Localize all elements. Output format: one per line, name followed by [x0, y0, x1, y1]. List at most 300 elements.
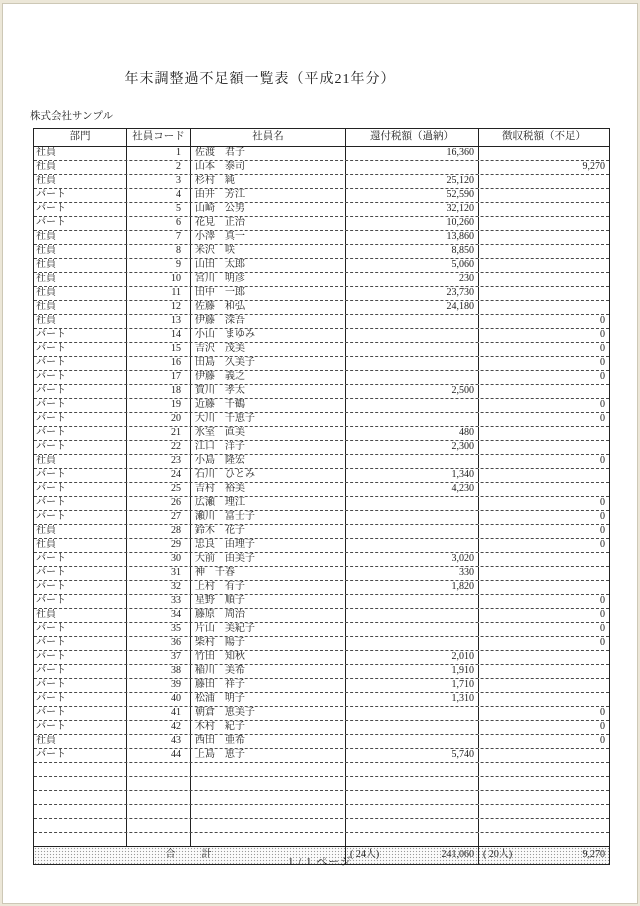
table-row — [34, 651, 609, 665]
employee-name-cell: 近藤 千鶴 — [191, 399, 346, 412]
collect-amount-cell — [479, 203, 609, 216]
page-number: 1 / 1 ページ — [287, 856, 353, 868]
refund-amount-cell: 24,180 — [346, 301, 479, 314]
collect-amount-cell: 0 — [600, 595, 605, 606]
department-cell: 社員 — [34, 539, 127, 552]
refund-amount-cell: 23,730 — [346, 287, 479, 300]
total-shortfall-count: ( 20人) — [483, 849, 513, 860]
employee-code-cell: 10 — [127, 273, 191, 286]
table-row — [34, 665, 609, 679]
employee-code-cell: 31 — [127, 567, 191, 580]
refund-amount-cell: 1,820 — [346, 581, 479, 594]
employee-code-cell: 39 — [127, 679, 191, 692]
report-page — [2, 3, 638, 904]
department-cell: パート — [34, 595, 127, 608]
employee-code-cell: 20 — [127, 413, 191, 426]
refund-amount-cell — [346, 609, 479, 622]
table-row — [34, 161, 609, 175]
employee-code-cell: 17 — [127, 371, 191, 384]
department-cell: パート — [34, 385, 127, 398]
table-row — [34, 581, 609, 595]
refund-amount-cell — [346, 721, 479, 734]
collect-amount-cell — [479, 287, 609, 300]
refund-amount-cell: 1,710 — [346, 679, 479, 692]
department-cell — [34, 805, 127, 818]
table-empty-row — [34, 763, 609, 777]
table-row — [34, 679, 609, 693]
employee-name-cell: 星野 順子 — [191, 595, 346, 608]
table-row — [34, 511, 609, 525]
table-row — [34, 455, 609, 469]
employee-name-cell: 神 千春 — [191, 567, 346, 580]
refund-amount-cell — [346, 763, 479, 776]
employee-code-cell: 26 — [127, 497, 191, 510]
department-cell: パート — [34, 427, 127, 440]
employee-name-cell: 江口 洋子 — [191, 441, 346, 454]
employee-code-cell: 43 — [127, 735, 191, 748]
table-row — [34, 371, 609, 385]
table-empty-row — [34, 833, 609, 846]
table-row — [34, 189, 609, 203]
total-refund-sum: 241,060 — [441, 849, 474, 860]
department-cell: パート — [34, 329, 127, 342]
department-cell — [34, 763, 127, 776]
department-cell: パート — [34, 651, 127, 664]
header-employee-code: 社員コード — [127, 129, 191, 146]
refund-amount-cell: 10,260 — [346, 217, 479, 230]
collect-amount-cell — [479, 805, 609, 818]
refund-amount-cell — [346, 343, 479, 356]
employee-code-cell: 2 — [127, 161, 191, 174]
collect-amount-cell — [479, 441, 609, 454]
employee-name-cell: 柴村 陽子 — [191, 637, 346, 650]
table-row — [34, 301, 609, 315]
employee-name-cell: 小島 隆宏 — [191, 455, 346, 468]
employee-name-cell: 佐渡 君子 — [191, 147, 346, 160]
employee-code-cell: 7 — [127, 231, 191, 244]
collect-amount-cell: 0 — [600, 455, 605, 466]
collect-amount-cell — [479, 567, 609, 580]
employee-name-cell: 賀川 孝太 — [191, 385, 346, 398]
refund-amount-cell — [346, 511, 479, 524]
department-cell: 社員 — [34, 287, 127, 300]
employee-name-cell: 山田 太郎 — [191, 259, 346, 272]
employee-code-cell: 8 — [127, 245, 191, 258]
table-row — [34, 427, 609, 441]
collect-amount-cell — [479, 273, 609, 286]
refund-amount-cell — [346, 805, 479, 818]
collect-amount-cell: 0 — [600, 735, 605, 746]
employee-name-cell: 藤田 祥子 — [191, 679, 346, 692]
department-cell: 社員 — [34, 455, 127, 468]
collect-amount-cell — [479, 427, 609, 440]
department-cell: パート — [34, 553, 127, 566]
employee-name-cell — [191, 763, 346, 776]
employee-name-cell: 小澤 真一 — [191, 231, 346, 244]
department-cell: パート — [34, 217, 127, 230]
refund-amount-cell: 5,060 — [346, 259, 479, 272]
collect-amount-cell: 0 — [600, 399, 605, 410]
employee-name-cell: 山崎 公男 — [191, 203, 346, 216]
collect-amount-cell: 0 — [600, 609, 605, 620]
employee-name-cell: 上村 有子 — [191, 581, 346, 594]
refund-amount-cell: 1,910 — [346, 665, 479, 678]
table-row — [34, 357, 609, 371]
employee-code-cell: 1 — [127, 147, 191, 160]
refund-amount-cell — [346, 833, 479, 846]
refund-amount-cell: 32,120 — [346, 203, 479, 216]
employee-code-cell: 38 — [127, 665, 191, 678]
department-cell: パート — [34, 721, 127, 734]
employee-code-cell: 15 — [127, 343, 191, 356]
employee-name-cell — [191, 819, 346, 832]
table-row — [34, 329, 609, 343]
header-employee-name: 社員名 — [191, 129, 346, 146]
refund-amount-cell — [346, 777, 479, 790]
table-row — [34, 595, 609, 609]
department-cell: 社員 — [34, 315, 127, 328]
department-cell: パート — [34, 203, 127, 216]
collect-amount-cell: 0 — [600, 497, 605, 508]
collect-amount-cell: 0 — [600, 525, 605, 536]
department-cell: 社員 — [34, 259, 127, 272]
collect-amount-cell — [479, 679, 609, 692]
employee-code-cell — [127, 819, 191, 832]
collect-amount-cell: 0 — [600, 343, 605, 354]
table-row — [34, 315, 609, 329]
refund-amount-cell: 5,740 — [346, 749, 479, 762]
employee-name-cell: 鈴木 花子 — [191, 525, 346, 538]
collect-amount-cell — [479, 553, 609, 566]
department-cell: パート — [34, 357, 127, 370]
refund-amount-cell: 2,500 — [346, 385, 479, 398]
employee-code-cell: 33 — [127, 595, 191, 608]
table-row — [34, 525, 609, 539]
collect-amount-cell — [479, 777, 609, 790]
table-row — [34, 343, 609, 357]
header-collect-amount: 徴収税額（不足） — [502, 131, 586, 142]
collect-amount-cell — [479, 791, 609, 804]
department-cell: パート — [34, 637, 127, 650]
table-empty-row — [34, 777, 609, 791]
refund-amount-cell: 2,010 — [346, 651, 479, 664]
collect-amount-cell — [479, 175, 609, 188]
department-cell: パート — [34, 441, 127, 454]
employee-code-cell: 13 — [127, 315, 191, 328]
refund-amount-cell — [346, 623, 479, 636]
employee-name-cell: 吉村 裕美 — [191, 483, 346, 496]
collect-amount-cell: 0 — [600, 707, 605, 718]
department-cell: パート — [34, 679, 127, 692]
department-cell: パート — [34, 483, 127, 496]
department-cell: パート — [34, 189, 127, 202]
report-title: 年末調整過不足額一覧表（平成21年分） — [124, 72, 396, 87]
employee-code-cell: 6 — [127, 217, 191, 230]
refund-amount-cell: 8,850 — [346, 245, 479, 258]
refund-amount-cell — [346, 637, 479, 650]
table-empty-row — [34, 805, 609, 819]
employee-code-cell: 12 — [127, 301, 191, 314]
refund-amount-cell: 1,310 — [346, 693, 479, 706]
refund-amount-cell — [346, 315, 479, 328]
header-refund-amount: 還付税額（過納） — [346, 129, 479, 146]
refund-amount-cell — [346, 161, 479, 174]
employee-name-cell: 西田 亜希 — [191, 735, 346, 748]
collect-amount-cell — [479, 147, 609, 160]
employee-code-cell: 18 — [127, 385, 191, 398]
employee-code-cell: 42 — [127, 721, 191, 734]
employee-name-cell: 石川 ひとみ — [191, 469, 346, 482]
collect-amount-cell — [479, 763, 609, 776]
employee-code-cell — [127, 777, 191, 790]
report-table — [33, 128, 610, 865]
department-cell: パート — [34, 511, 127, 524]
employee-name-cell: 忠良 由理子 — [191, 539, 346, 552]
employee-name-cell: 田中 一郎 — [191, 287, 346, 300]
department-cell: 社員 — [34, 161, 127, 174]
employee-name-cell: 大川 千恵子 — [191, 413, 346, 426]
refund-amount-cell: 25,120 — [346, 175, 479, 188]
refund-amount-cell — [346, 791, 479, 804]
table-body — [34, 147, 609, 846]
table-row — [34, 217, 609, 231]
employee-name-cell: 佐藤 和弘 — [191, 301, 346, 314]
collect-amount-cell — [479, 385, 609, 398]
department-cell: パート — [34, 343, 127, 356]
employee-code-cell: 44 — [127, 749, 191, 762]
collect-amount-cell — [479, 581, 609, 594]
table-row — [34, 231, 609, 245]
table-row — [34, 469, 609, 483]
refund-amount-cell: 480 — [346, 427, 479, 440]
department-cell — [34, 791, 127, 804]
table-row — [34, 553, 609, 567]
collect-amount-cell — [479, 245, 609, 258]
table-row — [34, 441, 609, 455]
department-cell: パート — [34, 567, 127, 580]
department-cell — [34, 777, 127, 790]
table-row — [34, 147, 609, 161]
collect-amount-cell — [479, 231, 609, 244]
table-empty-row — [34, 791, 609, 805]
collect-amount-cell: 0 — [600, 413, 605, 424]
table-row — [34, 175, 609, 189]
table-row — [34, 259, 609, 273]
department-cell: 社員 — [34, 609, 127, 622]
refund-amount-cell: 230 — [346, 273, 479, 286]
collect-amount-cell: 0 — [600, 357, 605, 368]
refund-amount-cell — [346, 399, 479, 412]
table-row — [34, 287, 609, 301]
department-cell: パート — [34, 413, 127, 426]
collect-amount-cell: 0 — [600, 721, 605, 732]
collect-amount-cell — [479, 217, 609, 230]
department-cell: 社員 — [34, 231, 127, 244]
refund-amount-cell — [346, 707, 479, 720]
table-row — [34, 273, 609, 287]
department-cell: パート — [34, 707, 127, 720]
table-row — [34, 707, 609, 721]
employee-name-cell: 杉村 純 — [191, 175, 346, 188]
department-cell: パート — [34, 749, 127, 762]
employee-code-cell: 41 — [127, 707, 191, 720]
department-cell: パート — [34, 693, 127, 706]
table-row — [34, 609, 609, 623]
employee-code-cell: 3 — [127, 175, 191, 188]
collect-amount-cell — [479, 665, 609, 678]
employee-name-cell: 田島 久美子 — [191, 357, 346, 370]
collect-amount-cell: 0 — [600, 371, 605, 382]
employee-code-cell: 34 — [127, 609, 191, 622]
table-empty-row — [34, 819, 609, 833]
collect-amount-cell — [479, 301, 609, 314]
employee-name-cell: 片山 美紀子 — [191, 623, 346, 636]
department-cell — [34, 833, 127, 846]
employee-name-cell: 小山 まゆみ — [191, 329, 346, 342]
collect-amount-cell: 0 — [600, 623, 605, 634]
employee-code-cell — [127, 833, 191, 846]
collect-amount-cell: 0 — [600, 329, 605, 340]
employee-code-cell: 27 — [127, 511, 191, 524]
employee-name-cell — [191, 777, 346, 790]
department-cell: パート — [34, 469, 127, 482]
employee-code-cell: 11 — [127, 287, 191, 300]
department-cell: パート — [34, 623, 127, 636]
refund-amount-cell — [346, 329, 479, 342]
refund-amount-cell — [346, 371, 479, 384]
employee-code-cell: 19 — [127, 399, 191, 412]
department-cell: 社員 — [34, 245, 127, 258]
employee-code-cell — [127, 791, 191, 804]
employee-code-cell: 37 — [127, 651, 191, 664]
employee-name-cell: 大前 由美子 — [191, 553, 346, 566]
department-cell: パート — [34, 371, 127, 384]
refund-amount-cell — [346, 735, 479, 748]
table-row — [34, 735, 609, 749]
refund-amount-cell: 3,020 — [346, 553, 479, 566]
employee-name-cell: 山本 泰司 — [191, 161, 346, 174]
employee-name-cell: 伊藤 義之 — [191, 371, 346, 384]
table-row — [34, 623, 609, 637]
table-row — [34, 385, 609, 399]
employee-name-cell: 花見 正治 — [191, 217, 346, 230]
collect-amount-cell — [479, 819, 609, 832]
employee-code-cell: 28 — [127, 525, 191, 538]
employee-code-cell: 36 — [127, 637, 191, 650]
table-row — [34, 399, 609, 413]
department-cell: 社員 — [34, 735, 127, 748]
employee-code-cell: 25 — [127, 483, 191, 496]
employee-name-cell — [191, 791, 346, 804]
collect-amount-cell: 0 — [600, 511, 605, 522]
refund-amount-cell: 330 — [346, 567, 479, 580]
department-cell: パート — [34, 497, 127, 510]
table-row — [34, 413, 609, 427]
employee-name-cell: 藤原 周治 — [191, 609, 346, 622]
employee-code-cell: 35 — [127, 623, 191, 636]
employee-code-cell: 5 — [127, 203, 191, 216]
employee-code-cell: 22 — [127, 441, 191, 454]
total-shortfall-sum: 9,270 — [582, 849, 605, 860]
refund-amount-cell: 1,340 — [346, 469, 479, 482]
employee-name-cell: 竹田 知秋 — [191, 651, 346, 664]
department-cell: 社員 — [34, 301, 127, 314]
refund-amount-cell — [346, 539, 479, 552]
header-department: 部門 — [34, 129, 127, 146]
employee-name-cell: 氷室 直美 — [191, 427, 346, 440]
total-label: 合 計 — [34, 847, 346, 864]
refund-amount-cell: 2,300 — [346, 441, 479, 454]
collect-amount-cell — [479, 693, 609, 706]
employee-code-cell: 4 — [127, 189, 191, 202]
employee-code-cell: 9 — [127, 259, 191, 272]
department-cell: パート — [34, 399, 127, 412]
collect-amount-cell — [479, 259, 609, 272]
table-row — [34, 483, 609, 497]
refund-amount-cell — [346, 357, 479, 370]
table-row — [34, 203, 609, 217]
refund-amount-cell — [346, 497, 479, 510]
employee-name-cell: 宮川 明彦 — [191, 273, 346, 286]
employee-code-cell: 24 — [127, 469, 191, 482]
collect-amount-cell — [479, 749, 609, 762]
collect-amount-cell: 0 — [600, 637, 605, 648]
department-cell: 社員 — [34, 147, 127, 160]
collect-amount-cell: 0 — [600, 539, 605, 550]
collect-amount-cell — [479, 833, 609, 846]
refund-amount-cell — [346, 595, 479, 608]
employee-name-cell — [191, 833, 346, 846]
refund-amount-cell — [346, 819, 479, 832]
table-row — [34, 721, 609, 735]
department-cell: 社員 — [34, 175, 127, 188]
employee-code-cell — [127, 763, 191, 776]
table-header-row — [34, 129, 609, 147]
refund-amount-cell — [346, 525, 479, 538]
employee-name-cell: 広瀬 理江 — [191, 497, 346, 510]
employee-name-cell: 木村 紀子 — [191, 721, 346, 734]
total-refund-count: ( 24人) — [350, 849, 380, 860]
employee-name-cell: 稲川 美希 — [191, 665, 346, 678]
employee-code-cell: 16 — [127, 357, 191, 370]
table-row — [34, 245, 609, 259]
department-cell — [34, 819, 127, 832]
table-row — [34, 539, 609, 553]
employee-code-cell: 21 — [127, 427, 191, 440]
department-cell: 社員 — [34, 525, 127, 538]
refund-amount-cell: 52,590 — [346, 189, 479, 202]
collect-amount-cell — [479, 651, 609, 664]
employee-name-cell: 上島 恵子 — [191, 749, 346, 762]
collect-amount-cell — [479, 483, 609, 496]
table-row — [34, 497, 609, 511]
table-row — [34, 693, 609, 707]
employee-code-cell: 14 — [127, 329, 191, 342]
table-row — [34, 749, 609, 763]
refund-amount-cell: 16,360 — [346, 147, 479, 160]
employee-code-cell: 40 — [127, 693, 191, 706]
refund-amount-cell — [346, 455, 479, 468]
employee-code-cell: 23 — [127, 455, 191, 468]
employee-name-cell: 伊藤 深吾 — [191, 315, 346, 328]
employee-name-cell: 松浦 明子 — [191, 693, 346, 706]
employee-name-cell: 米沢 咲 — [191, 245, 346, 258]
table-row — [34, 567, 609, 581]
table-row — [34, 637, 609, 651]
department-cell: パート — [34, 665, 127, 678]
employee-name-cell: 朝倉 恵美子 — [191, 707, 346, 720]
employee-name-cell: 瀬川 富士子 — [191, 511, 346, 524]
